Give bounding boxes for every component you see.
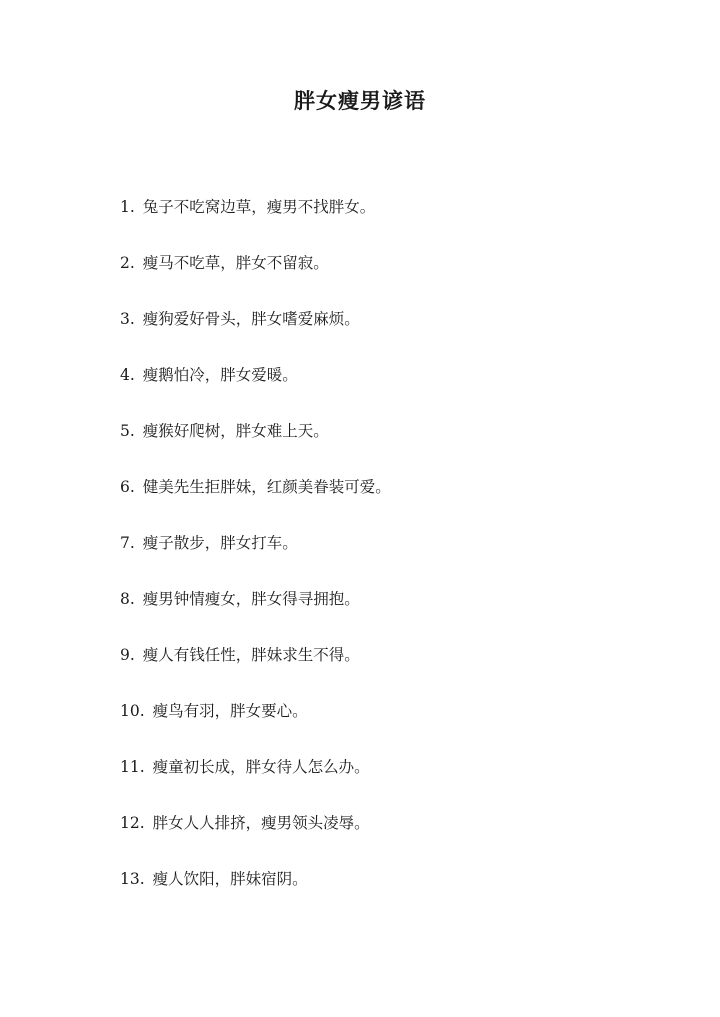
proverb-number: 10. — [120, 702, 145, 720]
proverb-item — [120, 809, 391, 865]
proverb-text: 瘦人饮阳，胖妹宿阴。 — [152, 870, 308, 888]
proverb-number: 5. — [120, 422, 135, 440]
proverb-item — [120, 865, 391, 921]
proverb-item — [120, 585, 391, 641]
proverb-item — [120, 417, 391, 473]
proverb-item — [120, 753, 391, 809]
proverb-text: 胖女人人排挤，瘦男领头凌辱。 — [152, 814, 370, 832]
proverb-number: 8. — [120, 590, 135, 608]
proverb-text: 瘦鸟有羽，胖女要心。 — [152, 702, 308, 720]
proverb-number: 12. — [120, 814, 145, 832]
proverb-text: 瘦猴好爬树，胖女难上天。 — [142, 422, 329, 440]
proverb-text: 兔子不吃窝边草，瘦男不找胖女。 — [142, 198, 376, 216]
proverb-item — [120, 249, 391, 305]
proverb-number: 6. — [120, 478, 135, 496]
proverb-item — [120, 529, 391, 585]
proverb-text: 瘦狗爱好骨头，胖女嗜爱麻烦。 — [142, 310, 360, 328]
proverb-item — [120, 641, 391, 697]
proverb-text: 瘦人有钱任性，胖妹求生不得。 — [142, 646, 360, 664]
proverb-number: 1. — [120, 198, 135, 216]
proverb-number: 13. — [120, 870, 145, 888]
proverb-text: 瘦鹅怕冷，胖女爱暖。 — [142, 366, 298, 384]
proverb-number: 7. — [120, 534, 135, 552]
proverb-text: 健美先生拒胖妹，红颜美眷装可爱。 — [142, 478, 391, 496]
proverb-item — [120, 193, 391, 249]
proverb-item — [120, 473, 391, 529]
proverb-item — [120, 361, 391, 417]
proverb-list — [120, 193, 391, 921]
proverb-number: 9. — [120, 646, 135, 664]
proverb-number: 3. — [120, 310, 135, 328]
proverb-text: 瘦童初长成，胖女待人怎么办。 — [152, 758, 370, 776]
proverb-text: 瘦子散步，胖女打车。 — [142, 534, 298, 552]
proverb-number: 11. — [120, 758, 145, 776]
proverb-item — [120, 697, 391, 753]
proverb-number: 2. — [120, 254, 135, 272]
proverb-number: 4. — [120, 366, 135, 384]
document-title: 胖女瘦男谚语 — [294, 88, 426, 113]
proverb-item — [120, 305, 391, 361]
proverb-text: 瘦男钟情瘦女，胖女得寻拥抱。 — [142, 590, 360, 608]
proverb-text: 瘦马不吃草，胖女不留寂。 — [142, 254, 329, 272]
